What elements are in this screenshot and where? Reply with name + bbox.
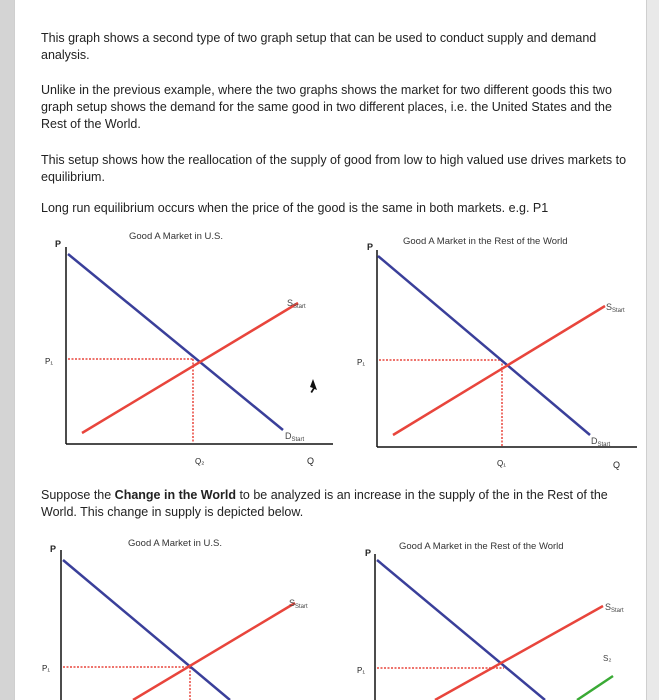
intro-paragraph-2: Unlike in the previous example, where the two graphs shows the market for two different goods this two graph setup shows the demand for the same good in two different places, i.e. the United States and the Rest of the World. (41, 83, 612, 131)
top-right-demand-label: $D_{Start}$ (591, 436, 611, 448)
top-left-supply-curve (82, 303, 298, 433)
top-graphs-svg (15, 232, 646, 482)
intro-paragraph-4: Long run equilibrium occurs when the price of the good is the same in both markets. e.g. P1 (41, 201, 549, 215)
bottom-right-supply-curve (435, 606, 603, 700)
bottom-right-price-label: P₁ (357, 666, 366, 675)
top-right-supply-curve (393, 306, 605, 435)
top-right-qty-label: Q₁ (497, 459, 506, 468)
top-left-demand-label: $D_{Start}$ (285, 431, 305, 443)
intro-paragraph-3: This setup shows how the reallocation of the supply of good from low to high valued use drives markets to equilibrium. (41, 153, 627, 184)
top-left-y-label: P (55, 239, 62, 249)
top-left-x-label: Q (307, 456, 315, 466)
bottom-left-y-label: P (50, 544, 57, 554)
top-right-x-label: Q (613, 460, 621, 470)
bottom-graphs-svg (15, 540, 646, 700)
bottom-left-graph-title: Good A Market in U.S. (128, 538, 222, 549)
top-right-supply-label: $S_{Start}$ (606, 302, 625, 314)
top-right-axes (377, 250, 637, 447)
change-paragraph: Suppose the Change in the World to be analyzed is an increase in the supply of the in the Rest of the World. This change in supply is depicted below. (41, 488, 608, 519)
top-left-axes (66, 247, 333, 444)
bottom-right-supply-label: $S_{Start}$ (605, 602, 624, 614)
top-right-price-label: P₁ (357, 358, 366, 367)
bottom-left-price-label: P₁ (42, 664, 51, 673)
bottom-right-demand-curve (377, 560, 545, 700)
top-left-price-label: P₁ (45, 357, 54, 366)
bottom-right-graph-title: Good A Market in the Rest of the World (399, 541, 564, 552)
change-bold-phrase: Change in the World (114, 488, 236, 502)
top-left-graph-title: Good A Market in U.S. (129, 231, 223, 242)
top-left-supply-label: $S_{Start}$ (287, 298, 306, 310)
bottom-right-y-label: P (365, 548, 372, 558)
intro-paragraph-1: This graph shows a second type of two graph setup that can be used to conduct supply and demand analysis. (41, 31, 597, 62)
bottom-right-supply2-curve (577, 676, 613, 700)
window-edge (0, 0, 14, 700)
content-card (14, 0, 647, 700)
top-right-graph-title: Good A Market in the Rest of the World (403, 236, 568, 247)
top-left-demand-curve (68, 254, 283, 430)
top-right-demand-curve (378, 256, 590, 435)
top-left-qty-label: Q₂ (195, 457, 205, 466)
bottom-left-demand-curve (63, 560, 230, 700)
mouse-cursor-icon (310, 379, 317, 393)
bottom-left-supply-label: $S_{Start}$ (289, 598, 308, 610)
bottom-right-supply2-label: S₂ (603, 654, 612, 663)
top-right-y-label: P (367, 242, 374, 252)
